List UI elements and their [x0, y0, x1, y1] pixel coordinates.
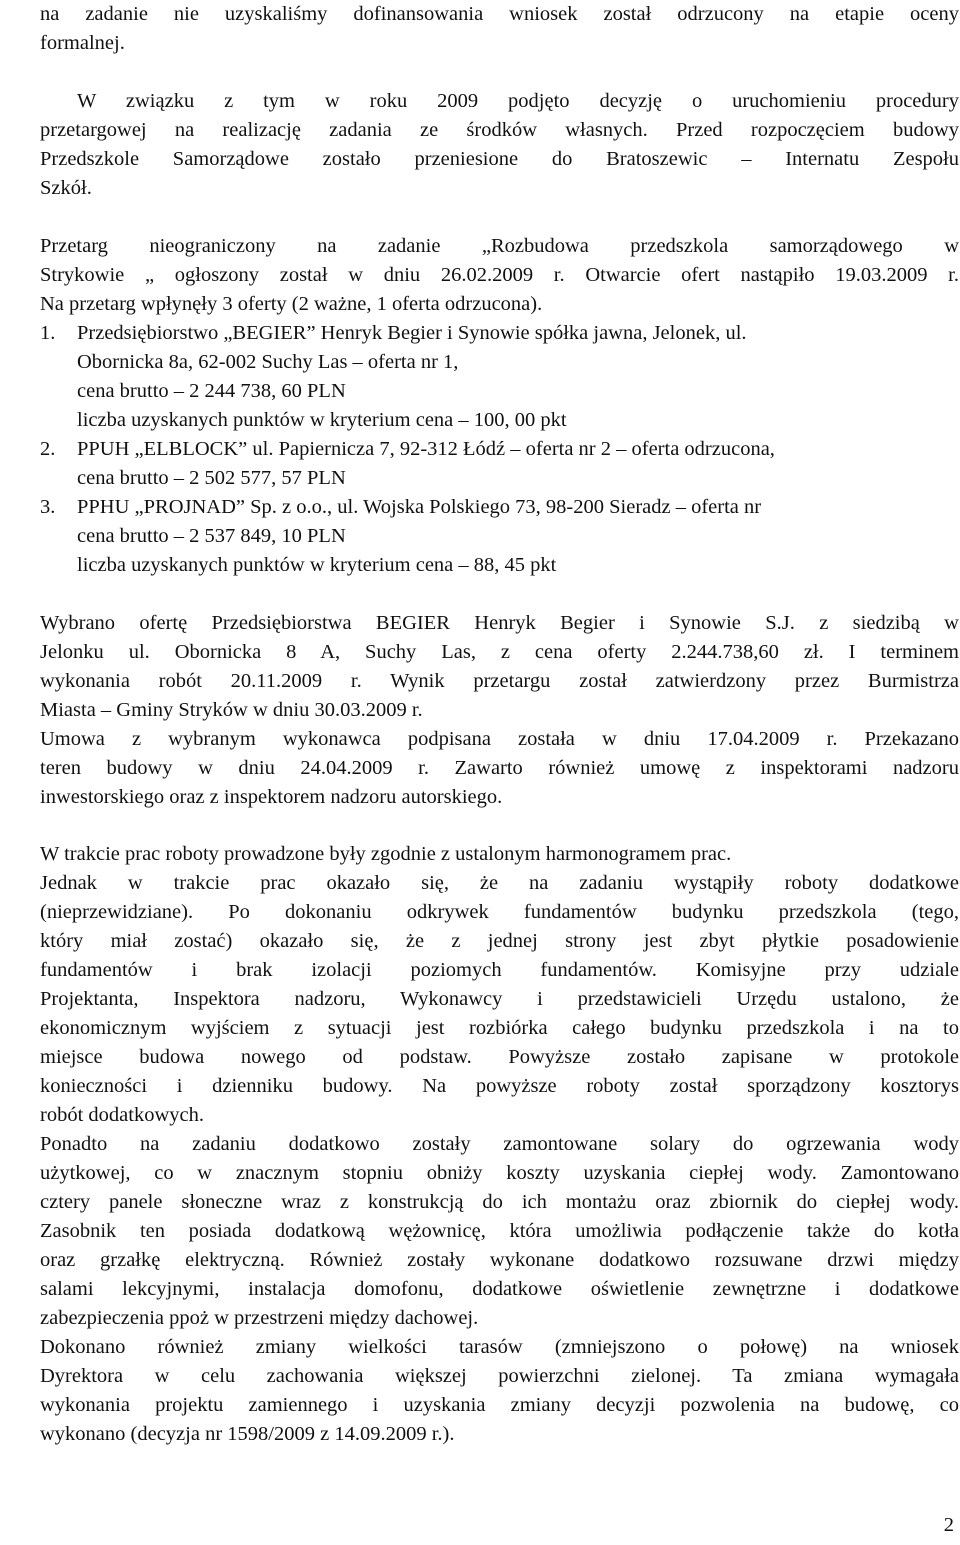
text-line: cztery panele słoneczne wraz z konstrukcją do ich montażu oraz zbiornik do ciepłej wody. — [40, 1191, 959, 1213]
text-line: który miał zostać) okazało się, że z jednej strony jest zbyt płytkie posadowienie — [40, 930, 959, 952]
offer-heading — [40, 435, 959, 464]
text-line: ekonomicznym wyjściem z sytuacji jest rozbiórka całego budynku przedszkola i na to — [40, 1017, 959, 1039]
list-item — [40, 319, 959, 435]
text-line: przetargowej na realizację zadania ze środków własnych. Przed rozpoczęciem budowy — [40, 119, 959, 141]
text-line: wykonania projektu zamiennego i uzyskania zmiany decyzji pozwolenia na budowę, co — [40, 1394, 959, 1416]
text-line: salami lekcyjnymi, instalacja domofonu, dodatkowe oświetlenie zewnętrzne i dodatkowe — [40, 1278, 959, 1300]
document-page — [40, 0, 959, 1449]
text-line: Dokonano również zmiany wielkości tarasów (zmniejszono o połowę) na wniosek — [40, 1336, 959, 1358]
text-line: na zadanie nie uzyskaliśmy dofinansowania wniosek został odrzucony na etapie oceny — [40, 3, 959, 25]
text-line: wykonano (decyzja nr 1598/2009 z 14.09.2009 r.). — [40, 1423, 455, 1445]
offer-score: liczba uzyskanych punktów w kryterium cena – 100, 00 pkt — [77, 409, 567, 431]
paragraph-schedule — [40, 840, 959, 869]
paragraph-funding-result — [40, 0, 959, 58]
text-line: Ponadto na zadaniu dodatkowo zostały zamontowane solary do ogrzewania wody — [40, 1133, 959, 1155]
offer-heading — [40, 493, 959, 522]
paragraph-selected-offer — [40, 609, 959, 725]
offer-number: 3. — [40, 496, 56, 518]
offer-title: Przedsiębiorstwo „BEGIER” Henryk Begier i Synowie spółka jawna, Jelonek, ul. — [77, 322, 747, 344]
text-line: wykonania robót 20.11.2009 r. Wynik przetargu został zatwierdzony przez Burmistrza — [40, 670, 959, 692]
text-line: zabezpieczenia ppoż w przestrzeni między dachowej. — [40, 1307, 479, 1329]
text-line: Miasta – Gminy Stryków w dniu 30.03.2009 r. — [40, 699, 423, 721]
text-line: (nieprzewidziane). Po dokonaniu odkrywek fundamentów budynku przedszkola (tego, — [40, 901, 959, 923]
text-line: W trakcie prac roboty prowadzone były zgodnie z ustalonym harmonogramem prac. — [40, 843, 732, 865]
offer-price: cena brutto – 2 244 738, 60 PLN — [77, 380, 346, 402]
text-line: Projektanta, Inspektora nadzoru, Wykonawcy i przedstawicieli Urzędu ustalono, że — [40, 988, 959, 1010]
list-item — [40, 493, 959, 580]
text-line: teren budowy w dniu 24.04.2009 r. Zawarto również umowę z inspektorami nadzoru — [40, 757, 959, 779]
offer-price: cena brutto – 2 502 577, 57 PLN — [77, 467, 346, 489]
paragraph-tender-decision — [40, 87, 959, 203]
offer-number: 2. — [40, 438, 56, 460]
offer-detail: Obornicka 8a, 62-002 Suchy Las – oferta nr 1, — [77, 351, 459, 373]
paragraph-additional-works — [40, 869, 959, 1130]
paragraph-tender-announcement — [40, 232, 959, 319]
text-line: miejsce budowa nowego od podstaw. Powyższe zostało zapisane w protokole — [40, 1046, 959, 1068]
offer-title: PPHU „PROJNAD” Sp. z o.o., ul. Wojska Polskiego 73, 98-200 Sieradz – oferta nr — [77, 496, 762, 518]
text-line: Strykowie „ ogłoszony został w dniu 26.02.2009 r. Otwarcie ofert nastąpiło 19.03.2009 r. — [40, 264, 959, 286]
text-line: konieczności i dzienniku budowy. Na powyższe roboty został sporządzony kosztorys — [40, 1075, 959, 1097]
paragraph-terrace-change — [40, 1333, 959, 1449]
text-line: formalnej. — [40, 32, 125, 54]
text-line: Jelonku ul. Obornicka 8 A, Suchy Las, z cena oferty 2.244.738,60 zł. I terminem — [40, 641, 959, 663]
paragraph-contract — [40, 725, 959, 812]
list-item — [40, 435, 959, 493]
page-number: 2 — [943, 1514, 954, 1536]
offer-heading — [40, 319, 959, 348]
offer-score: liczba uzyskanych punktów w kryterium cena – 88, 45 pkt — [77, 554, 557, 576]
text-line: Przetarg nieograniczony na zadanie „Rozbudowa przedszkola samorządowego w — [40, 235, 959, 257]
text-line: Jednak w trakcie prac okazało się, że na zadaniu wystąpiły roboty dodatkowe — [40, 872, 959, 894]
text-line: Wybrano ofertę Przedsiębiorstwa BEGIER Henryk Begier i Synowie S.J. z siedzibą w — [40, 612, 959, 634]
text-line: oraz grzałkę elektryczną. Również zostały wykonane dodatkowo rozsuwane drzwi między — [40, 1249, 959, 1271]
offer-title: PPUH „ELBLOCK” ul. Papiernicza 7, 92-312 Łódź – oferta nr 2 – oferta odrzucona, — [77, 438, 775, 460]
text-line: fundamentów i brak izolacji poziomych fundamentów. Komisyjne przy udziale — [40, 959, 959, 981]
text-line: Szkół. — [40, 177, 92, 199]
text-line: inwestorskiego oraz z inspektorem nadzoru autorskiego. — [40, 786, 503, 808]
text-line: Na przetarg wpłynęły 3 oferty (2 ważne, 1 oferta odrzucona). — [40, 293, 543, 315]
text-line: Umowa z wybranym wykonawca podpisana została w dniu 17.04.2009 r. Przekazano — [40, 728, 959, 750]
offers-list — [40, 319, 959, 580]
text-line: użytkowej, co w znacznym stopniu obniży koszty uzyskania ciepłej wody. Zamontowano — [40, 1162, 959, 1184]
text-line: Dyrektora w celu zachowania większej powierzchni zielonej. Ta zmiana wymagała — [40, 1365, 959, 1387]
text-line: robót dodatkowych. — [40, 1104, 204, 1126]
offer-number: 1. — [40, 322, 56, 344]
text-line: Przedszkole Samorządowe zostało przeniesione do Bratoszewic – Internatu Zespołu — [40, 148, 959, 170]
text-line: Zasobnik ten posiada dodatkową wężownicę, która umożliwia podłączenie także do kotła — [40, 1220, 959, 1242]
offer-price: cena brutto – 2 537 849, 10 PLN — [77, 525, 346, 547]
text-line: W związku z tym w roku 2009 podjęto decyzję o uruchomieniu procedury — [77, 90, 959, 112]
paragraph-solar-installation — [40, 1130, 959, 1333]
